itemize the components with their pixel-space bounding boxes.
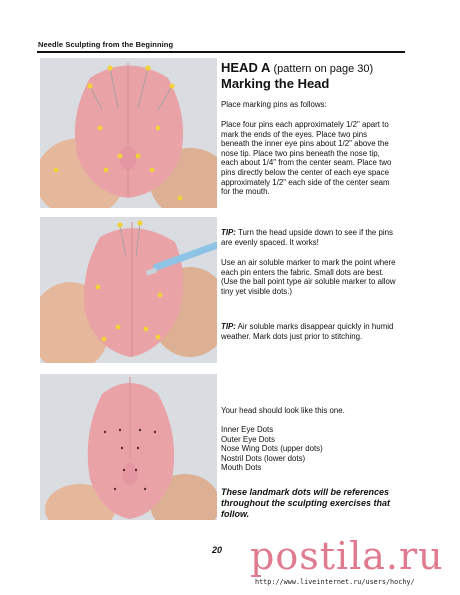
section-title bbox=[221, 60, 373, 75]
section-subtitle: Marking the Head bbox=[221, 76, 330, 91]
paragraph-intro: Place marking pins as follows: bbox=[221, 100, 327, 109]
running-header: Needle Sculpting from the Beginning bbox=[38, 40, 174, 49]
watermark bbox=[250, 534, 455, 594]
paragraph-pin-placement: Place four pins each approximately 1/2" apart to mark the ends of the eyes. Place two pins beneath the inner eye pins about 1/2" above the nose tip. Place two pins beneath the nose tip, each about 1/4" from the center seam. Place two pins directly below the center of each eye space approximately 1/2" each side of the center seam for the mouth. bbox=[221, 120, 392, 197]
photo-head-with-pins bbox=[40, 58, 217, 208]
list-item: Mouth Dots bbox=[221, 463, 262, 473]
tip-label: TIP: bbox=[221, 322, 236, 331]
list-item: Inner Eye Dots bbox=[221, 425, 274, 434]
tip-label: TIP: bbox=[221, 228, 236, 237]
tip-humid-weather bbox=[221, 322, 397, 341]
list-item: Nose Wing Dots (upper dots) bbox=[221, 444, 323, 454]
landmark-list bbox=[221, 425, 323, 473]
photo-head-with-dots bbox=[40, 374, 217, 520]
pattern-reference: (pattern on page 30) bbox=[273, 63, 374, 75]
watermark-url[interactable]: http://www.liveinternet.ru/users/hochy/ bbox=[255, 578, 415, 586]
section-title-prefix: HEAD A bbox=[221, 60, 270, 75]
photo-marking-with-marker bbox=[40, 217, 217, 363]
tip-text: Turn the head upside down to see if the pins are evenly spaced. It works! bbox=[221, 228, 393, 247]
page-number: 20 bbox=[212, 545, 223, 555]
paragraph-marker: Use an air soluble marker to mark the point where each pin enters the fabric. Small dots are best. (Use the ball point type air soluble marker to allow tiny yet visible dots.) bbox=[221, 258, 396, 296]
header-rule bbox=[37, 51, 405, 53]
list-item: Nostril Dots (lower dots) bbox=[221, 453, 306, 463]
closing-note: These landmark dots will be references throughout the sculpting exercises that follow. bbox=[221, 487, 391, 519]
tip-text: Air soluble marks disappear quickly in humid weather. Mark dots just prior to stitching. bbox=[221, 322, 394, 341]
list-item: Outer Eye Dots bbox=[221, 434, 275, 444]
paragraph-result: Your head should look like this one. bbox=[221, 406, 345, 415]
tip-turn-head bbox=[221, 228, 397, 247]
watermark-logo: postila.ru bbox=[250, 534, 444, 578]
